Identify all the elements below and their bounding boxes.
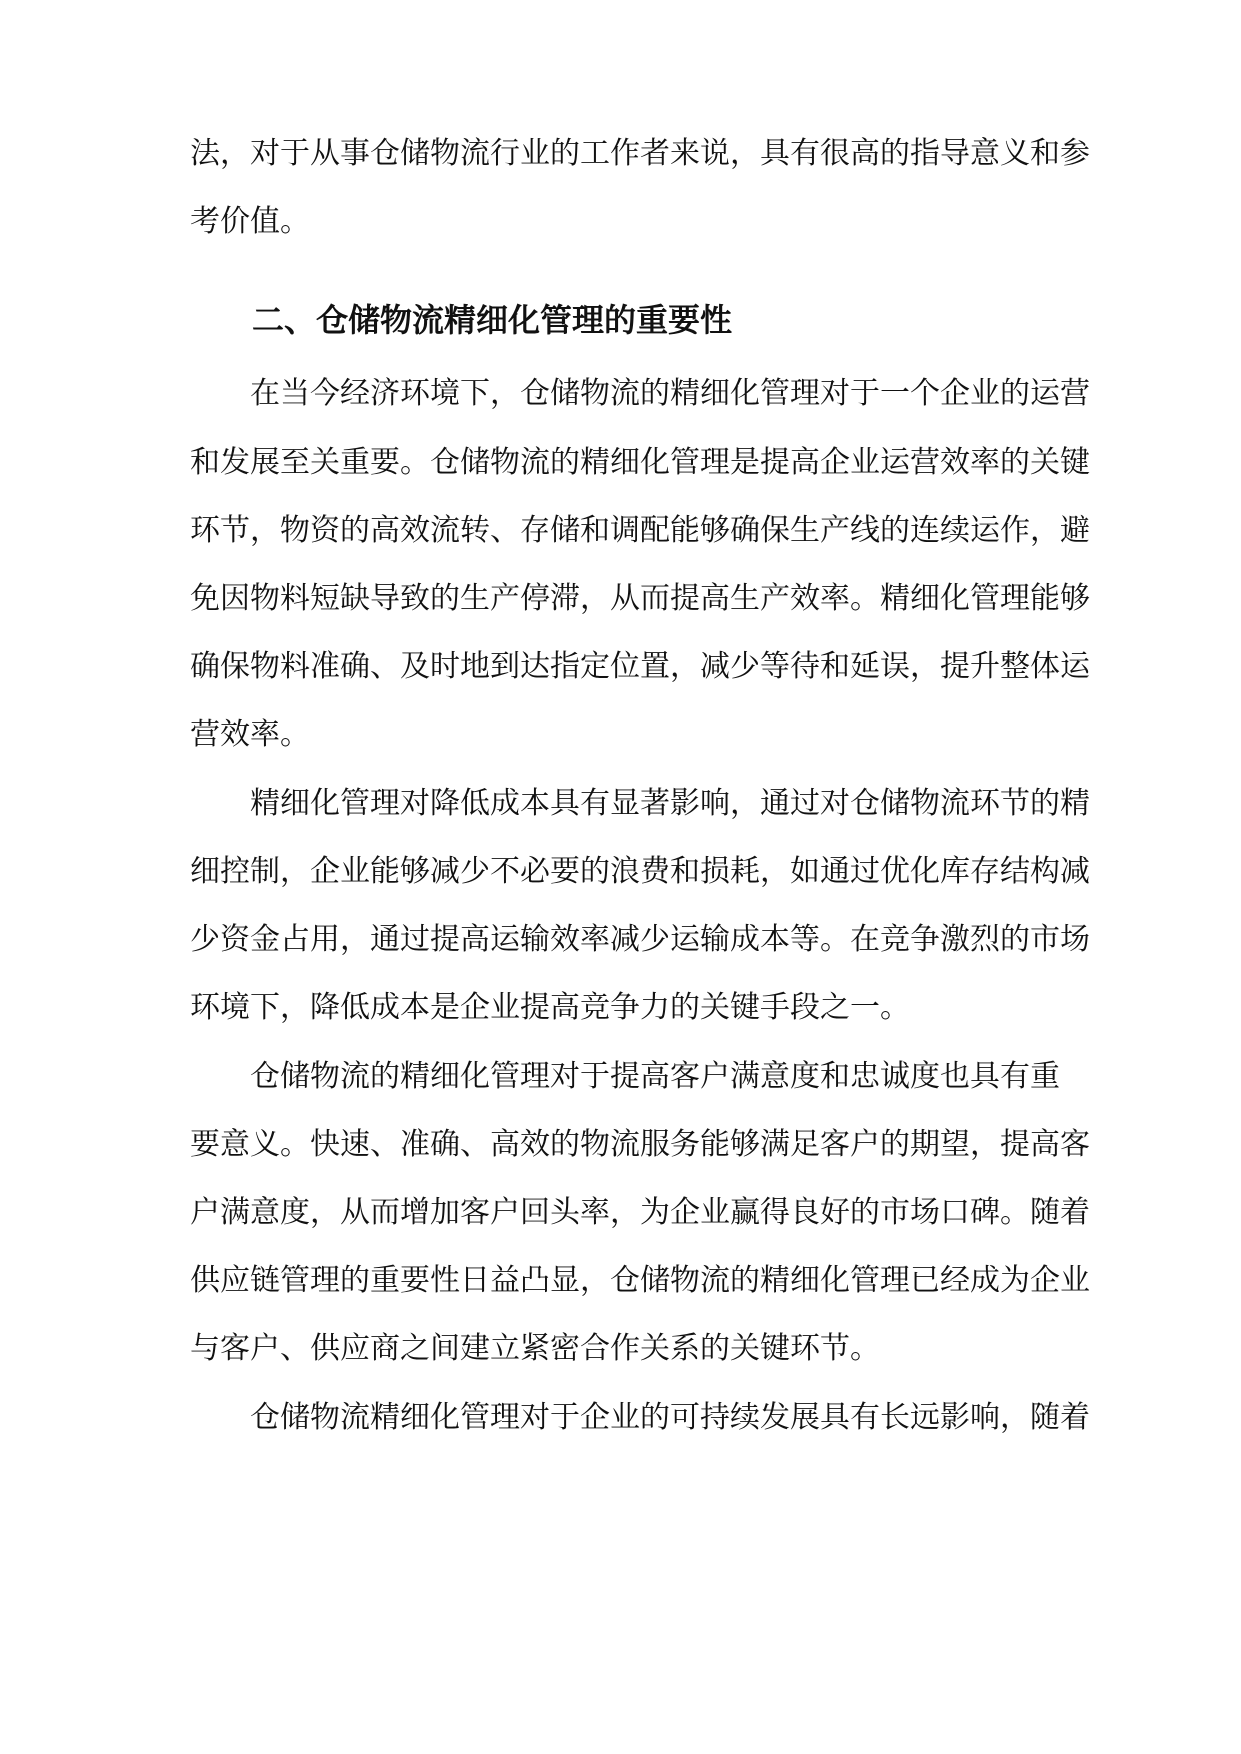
paragraph-0-line-1: 法，对于从事仓储物流行业的工作者来说，具有很高的指导意义和参 [190, 136, 1090, 171]
paragraph-3-line-4: 供应链管理的重要性日益凸显，仓储物流的精细化管理已经成为企业 [190, 1263, 1090, 1298]
paragraph-3-line-5: 与客户、供应商之间建立紧密合作关系的关键环节。 [190, 1331, 880, 1366]
paragraph-3-line-1: 仓储物流的精细化管理对于提高客户满意度和忠诚度也具有重 [250, 1059, 1060, 1094]
section-heading: 二、仓储物流精细化管理的重要性 [252, 301, 733, 339]
paragraph-2-line-4: 环境下，降低成本是企业提高竞争力的关键手段之一。 [190, 990, 910, 1025]
paragraph-1-line-2: 和发展至关重要。仓储物流的精细化管理是提高企业运营效率的关键 [190, 445, 1090, 480]
paragraph-1-line-1: 在当今经济环境下，仓储物流的精细化管理对于一个企业的运营 [250, 376, 1090, 411]
paragraph-2-line-1: 精细化管理对降低成本具有显著影响，通过对仓储物流环节的精 [250, 786, 1090, 821]
paragraph-1-line-3: 环节，物资的高效流转、存储和调配能够确保生产线的连续运作，避 [190, 513, 1090, 548]
paragraph-3-line-3: 户满意度，从而增加客户回头率，为企业赢得良好的市场口碑。随着 [190, 1195, 1090, 1230]
paragraph-3-line-2: 要意义。快速、准确、高效的物流服务能够满足客户的期望，提高客 [190, 1127, 1090, 1162]
paragraph-2-line-2: 细控制，企业能够减少不必要的浪费和损耗，如通过优化库存结构减 [190, 854, 1090, 889]
paragraph-0-line-2: 考价值。 [190, 204, 310, 239]
paragraph-1-line-4: 免因物料短缺导致的生产停滞，从而提高生产效率。精细化管理能够 [190, 581, 1090, 616]
paragraph-4-line-1: 仓储物流精细化管理对于企业的可持续发展具有长远影响，随着 [250, 1400, 1090, 1435]
paragraph-1-line-5: 确保物料准确、及时地到达指定位置，减少等待和延误，提升整体运 [190, 649, 1090, 684]
paragraph-1-line-6: 营效率。 [190, 717, 310, 752]
paragraph-2-line-3: 少资金占用，通过提高运输效率减少运输成本等。在竞争激烈的市场 [190, 922, 1090, 957]
